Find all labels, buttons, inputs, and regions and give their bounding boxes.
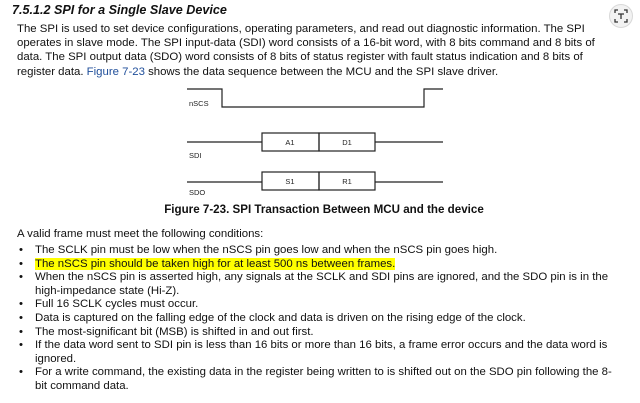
nscs-label: nSCS (189, 99, 209, 108)
condition-text: The most-significant bit (MSB) is shifted in and out first. (35, 325, 314, 338)
list-item (17, 366, 617, 393)
conditions-list (17, 244, 617, 394)
sdi-label: SDI (189, 151, 202, 160)
list-item (17, 339, 617, 366)
nscs-waveform (187, 89, 443, 107)
sdi-cell-a1-label: A1 (285, 138, 295, 147)
condition-text: If the data word sent to SDI pin is less than 16 bits or more than 16 bits, a frame error occurs and the data word is ignored. (35, 339, 608, 365)
sdo-cell-r1-label: R1 (342, 177, 352, 186)
condition-text: The SCLK pin must be low when the nSCS pin goes low and when the nSCS pin goes high. (35, 244, 498, 256)
highlighted-condition-text: The nSCS pin should be taken high for at least 500 ns between frames. (35, 257, 396, 270)
figure-caption: Figure 7-23. SPI Transaction Between MCU and the device (164, 203, 484, 216)
condition-text: For a write command, the existing data in the register being written to is shifted out on the SDO pin following the 8-bit command data. (35, 366, 612, 392)
list-item (17, 271, 617, 298)
sdi-cell-d1-label: D1 (342, 138, 352, 147)
spi-timing-diagram (0, 86, 640, 201)
sdo-label: SDO (189, 188, 206, 197)
list-item (17, 326, 617, 340)
list-item (17, 298, 617, 312)
scan-text-glyph (614, 9, 628, 23)
section-heading: 7.5.1.2 SPI for a Single Slave Device (12, 3, 227, 17)
condition-text: Data is captured on the falling edge of the clock and data is driven on the rising edge of the clock. (35, 311, 526, 324)
list-item-highlighted (17, 258, 617, 272)
list-item (17, 312, 617, 326)
condition-text: When the nSCS pin is asserted high, any signals at the SCLK and SDI pins are ignored, and the SDO pin is in the high-impedance state (Hi-Z). (35, 271, 609, 297)
intro-text-end: shows the data sequence between the MCU and the SPI slave driver. (144, 65, 499, 78)
condition-text: Full 16 SCLK cycles must occur. (35, 298, 199, 311)
intro-text: The SPI is used to set device configurations, operating parameters, and read out diagnostic information. The SPI operates in slave mode. The SPI input-data (SDI) word consists of a 16-bit word, with 8 bits command and 8 bits of data. The SPI output data (SDO) word consists of 8 bits of status register with fault status indication and 8 bits of register data. (17, 23, 595, 78)
conditions-lead: A valid frame must meet the following conditions: (17, 228, 264, 240)
list-item (17, 244, 617, 258)
sdo-cell-s1-label: S1 (285, 177, 295, 186)
intro-paragraph (17, 22, 613, 79)
figure-link[interactable]: Figure 7-23 (86, 65, 145, 78)
